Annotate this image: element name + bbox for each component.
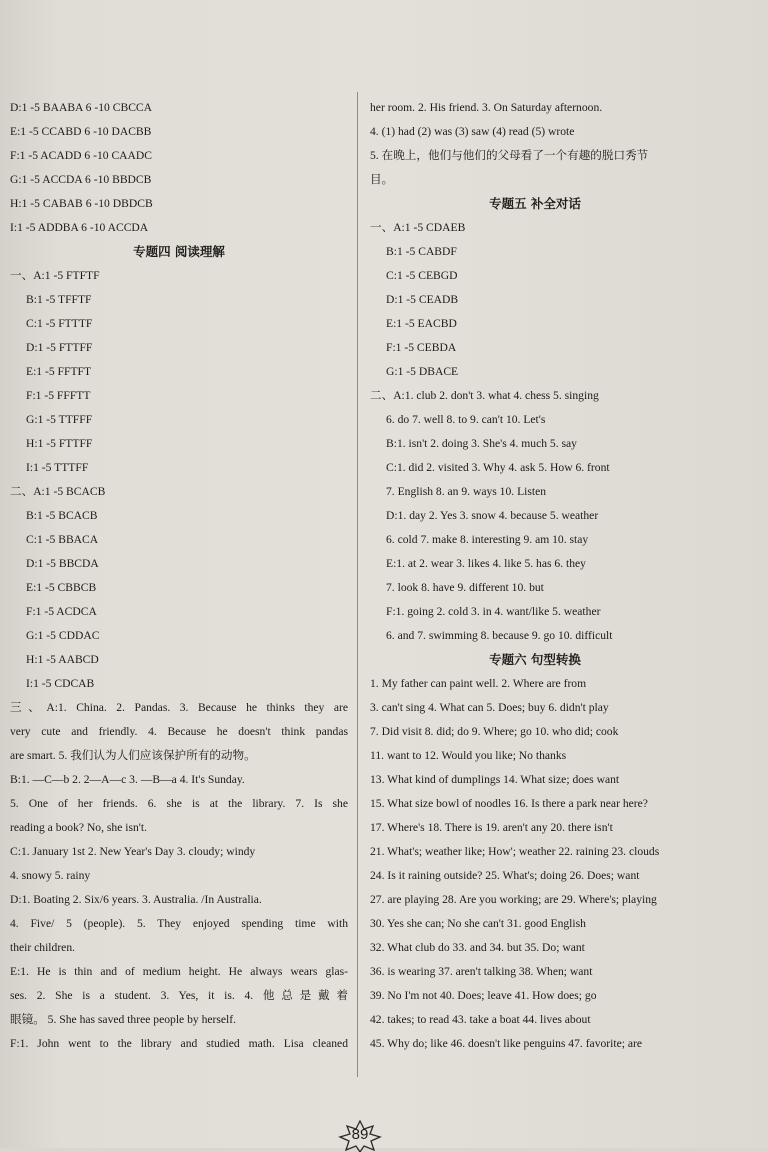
answer-line: I:1 -5 TTTFF [26,461,89,474]
section-heading: 专题四 阅读理解 [133,244,225,259]
answer-line: G:1 -5 ACCDA 6 -10 BBDCB [10,173,152,186]
answer-line: 一、A:1 -5 FTFTF [10,269,100,282]
answer-line: E:1 -5 FFTFT [26,365,92,378]
answer-line: 45. Why do; like 46. doesn't like penguins 47. favorite; are [370,1037,643,1050]
answer-line: F:1 -5 CEBDA [386,341,457,354]
answer-line: H:1 -5 CABAB 6 -10 DBDCB [10,197,153,210]
right-column [370,96,700,1056]
answer-line: 1. My father can paint well. 2. Where are from [370,677,587,690]
answer-line: 6. do 7. well 8. to 9. can't 10. Let's [386,413,546,426]
answer-line: F:1 -5 FFFTT [26,389,91,402]
answer-line: G:1 -5 CDDAC [26,629,100,642]
answer-line: 7. Did visit 8. did; do 9. Where; go 10. who did; cook [370,725,619,738]
answer-line: 一、A:1 -5 CDAEB [370,221,466,234]
answer-line: D:1 -5 FTTFF [26,341,93,354]
answer-line: E:1. He is thin and of medium height. He always wears glas- [10,965,348,978]
answer-line: 三、A:1. China. 2. Pandas. 3. Because he thinks they are [10,701,348,714]
answer-line: H:1 -5 AABCD [26,653,99,666]
answer-line: 27. are playing 28. Are you working; are 29. Where's; playing [370,893,657,906]
answer-line: G:1 -5 TTFFF [26,413,93,426]
answer-line: H:1 -5 FTTFF [26,437,93,450]
answer-line: 13. What kind of dumplings 14. What size; does want [370,773,620,786]
answer-line: B:1. isn't 2. doing 3. She's 4. much 5. say [386,437,577,450]
answer-line: 39. No I'm not 40. Does; leave 41. How does; go [370,989,597,1002]
answer-line: 6. and 7. swimming 8. because 9. go 10. difficult [386,629,613,642]
answer-line: 7. look 8. have 9. different 10. but [386,581,544,594]
answer-line: 36. is wearing 37. aren't talking 38. When; want [370,965,593,978]
answer-line: B:1. —C—b 2. 2—A—c 3. —B—a 4. It's Sunday. [10,773,245,786]
answer-line: D:1. day 2. Yes 3. snow 4. because 5. weather [386,509,599,522]
answer-line: G:1 -5 DBACE [386,365,459,378]
answer-line: C:1 -5 CEBGD [386,269,458,282]
answer-line: 15. What size bowl of noodles 16. Is there a park near here? [370,797,648,810]
answer-line: E:1 -5 CBBCB [26,581,97,594]
answer-line: 42. takes; to read 43. take a boat 44. lives about [370,1013,591,1026]
answer-line: B:1 -5 BCACB [26,509,98,522]
answer-line: I:1 -5 CDCAB [26,677,95,690]
answer-line: F:1. John went to the library and studied math. Lisa cleaned [10,1037,348,1050]
answer-line: 6. cold 7. make 8. interesting 9. am 10. stay [386,533,589,546]
answer-line: 二、A:1. club 2. don't 3. what 4. chess 5. singing [370,389,599,402]
answer-line: D:1. Boating 2. Six/6 years. 3. Australia. /In Australia. [10,893,262,906]
answer-line: 目。 [370,173,394,186]
answer-line: 5. 在晚上，他们与他们的父母看了一个有趣的脱口秀节 [370,149,649,162]
answer-line: 眼镜。 5. She has saved three people by herself. [10,1013,237,1026]
answer-line: F:1 -5 ACADD 6 -10 CAADC [10,149,153,162]
answer-line: 3. can't sing 4. What can 5. Does; buy 6. didn't play [370,701,609,714]
page-number-badge [338,1120,382,1152]
answer-line: C:1. did 2. visited 3. Why 4. ask 5. How 6. front [386,461,610,474]
answer-line: 二、A:1 -5 BCACB [10,485,106,498]
answer-line: E:1. at 2. wear 3. likes 4. like 5. has 6. they [386,557,586,570]
section-heading: 专题五 补全对话 [489,196,581,211]
answer-line: D:1 -5 BBCDA [26,557,99,570]
answer-line: E:1 -5 EACBD [386,317,457,330]
answer-line: their children. [10,941,76,954]
answer-line: 21. What's; weather like; How'; weather 22. raining 23. clouds [370,845,660,858]
answer-line: D:1 -5 BAABA 6 -10 CBCCA [10,101,153,114]
column-divider [357,92,358,1077]
answer-line: C:1. January 1st 2. New Year's Day 3. cloudy; windy [10,845,256,858]
answer-line: reading a book? No, she isn't. [10,821,147,834]
answer-line: 5. One of her friends. 6. she is at the library. 7. Is she [10,797,348,810]
answer-line: 4. Five/ 5 (people). 5. They enjoyed spending time with [10,917,348,930]
answer-line: are smart. 5. 我们认为人们应该保护所有的动物。 [10,749,256,762]
answer-line: 4. (1) had (2) was (3) saw (4) read (5) wrote [370,125,575,138]
answer-line: ses. 2. She is a student. 3. Yes, it is. 4. 他总是戴着 [10,989,348,1002]
answer-line: 30. Yes she can; No she can't 31. good English [370,917,586,930]
answer-line: B:1 -5 CABDF [386,245,457,258]
answer-line: I:1 -5 ADDBA 6 -10 ACCDA [10,221,149,234]
answer-line: 7. English 8. an 9. ways 10. Listen [386,485,547,498]
answer-line: C:1 -5 BBACA [26,533,99,546]
answer-line: B:1 -5 TFFTF [26,293,92,306]
answer-line: D:1 -5 CEADB [386,293,459,306]
answer-line: 17. Where's 18. There is 19. aren't any 20. there isn't [370,821,613,834]
answer-line: 4. snowy 5. rainy [10,869,91,882]
answer-line: 11. want to 12. Would you like; No thanks [370,749,567,762]
answer-line: F:1 -5 ACDCA [26,605,97,618]
answer-line: 32. What club do 33. and 34. but 35. Do; want [370,941,585,954]
page-number: 89 [351,1126,369,1143]
answer-line: F:1. going 2. cold 3. in 4. want/like 5. weather [386,605,601,618]
answer-line: very cute and friendly. 4. Because he doesn't think pandas [10,725,348,738]
answer-line: 24. Is it raining outside? 25. What's; doing 26. Does; want [370,869,640,882]
answer-line: C:1 -5 FTTTF [26,317,93,330]
section-heading: 专题六 句型转换 [489,652,581,667]
left-column [10,96,348,1056]
answer-line: E:1 -5 CCABD 6 -10 DACBB [10,125,152,138]
answer-line: her room. 2. His friend. 3. On Saturday afternoon. [370,101,603,114]
